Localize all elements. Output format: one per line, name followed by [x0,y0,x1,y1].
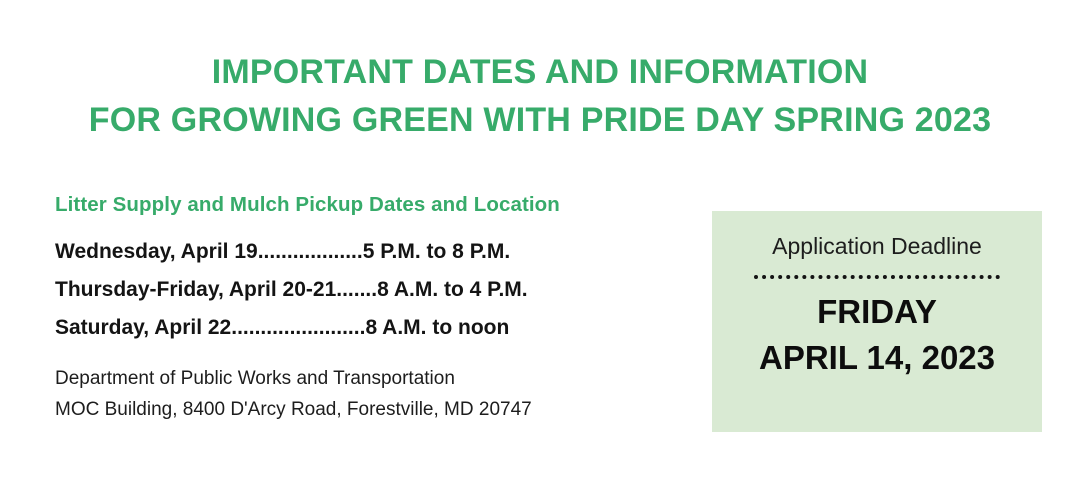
schedule-dots: ....... [336,278,378,301]
schedule-day: Saturday, April 22 [55,316,232,339]
address-line-2: MOC Building, 8400 D'Arcy Road, Forestville, MD 20747 [55,398,532,420]
schedule-dots: ....................... [231,316,366,339]
schedule-time: 5 P.M. to 8 P.M. [362,240,511,263]
schedule-day: Thursday-Friday, April 20-21 [55,278,337,301]
schedule-day: Wednesday, April 19 [55,240,258,263]
page-title-line-2: FOR GROWING GREEN WITH PRIDE DAY SPRING 2023 [88,101,992,140]
pickup-info-section [55,193,695,426]
schedule-time: 8 A.M. to 4 P.M. [377,278,528,301]
location-address [55,364,695,426]
deadline-date: APRIL 14, 2023 [758,339,996,377]
deadline-day: FRIDAY [817,292,937,330]
schedule-time: 8 A.M. to noon [365,316,510,339]
schedule-dots: .................. [257,240,363,263]
schedule-row [55,317,695,338]
dotted-divider [754,275,1000,279]
application-deadline-box [712,211,1042,432]
schedule-row [55,279,695,300]
page-title [0,48,1080,145]
schedule-row [55,241,695,262]
deadline-label: Application Deadline [772,233,982,259]
address-line-1: Department of Public Works and Transportation [55,368,455,389]
pickup-section-heading: Litter Supply and Mulch Pickup Dates and Location [55,193,560,216]
page-title-line-1: IMPORTANT DATES AND INFORMATION [211,53,869,91]
